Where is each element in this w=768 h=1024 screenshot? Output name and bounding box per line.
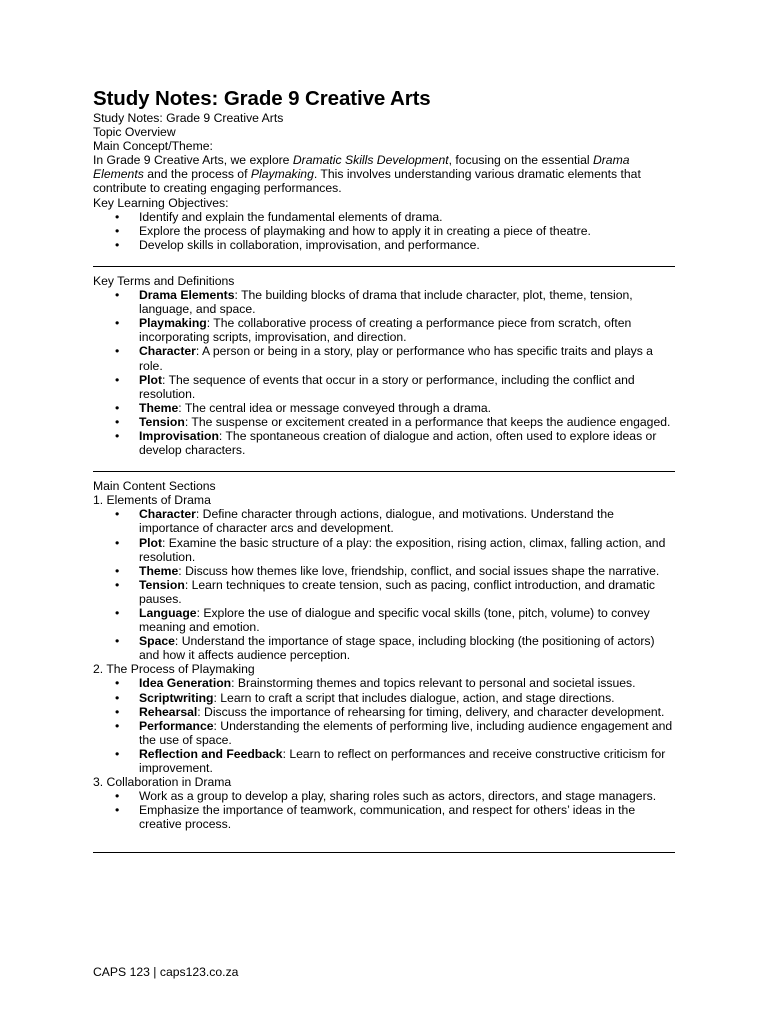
- bullet-icon: •: [115, 606, 120, 620]
- bullet-icon: •: [115, 746, 120, 761]
- bullet-icon: •: [115, 288, 120, 303]
- topic-overview-heading: Topic Overview: [93, 125, 176, 140]
- list-item: • Explore the process of playmaking and how to apply it in creating a piece of theatre.: [115, 223, 591, 238]
- list-item: • Identify and explain the fundamental elements of drama.: [115, 209, 443, 224]
- list-item: • Character: A person or being in a story, play or performance who has specific traits and plays a role.: [115, 344, 653, 373]
- bullet-icon: •: [115, 803, 120, 818]
- key-terms-heading: Key Terms and Definitions: [93, 273, 235, 288]
- list-item: • Idea Generation: Brainstorming themes and topics relevant to personal and societal issues.: [115, 676, 636, 691]
- bullet-icon: •: [115, 690, 120, 705]
- list-item: • Playmaking: The collaborative process of creating a performance piece from scratch, often incorporating scripts, improvisation, and direction.: [115, 316, 632, 345]
- bullet-icon: •: [115, 676, 120, 691]
- bullet-icon: •: [115, 507, 120, 522]
- bullet-icon: •: [115, 414, 120, 429]
- subtitle: Study Notes: Grade 9 Creative Arts: [93, 111, 284, 125]
- playmaking-process-list: [93, 676, 675, 775]
- bullet-icon: •: [115, 577, 120, 592]
- list-item: • Develop skills in collaboration, improvisation, and performance.: [115, 237, 480, 252]
- intro-paragraph: [93, 153, 675, 195]
- bullet-icon: •: [115, 704, 120, 719]
- list-item: • Performance: Understanding the elements of performing live, including audience engagement and the use of space.: [115, 718, 673, 747]
- intro-italic-2: Drama Elements: [93, 153, 630, 182]
- intro-italic-3: Playmaking: [250, 167, 314, 182]
- intro-text-1: In Grade 9 Creative Arts, we explore: [93, 153, 293, 168]
- key-terms-list: [93, 288, 675, 457]
- list-item: • Plot: Examine the basic structure of a play: the exposition, rising action, climax, falling action, and resolution.: [115, 535, 666, 564]
- list-item: • Scriptwriting: Learn to craft a script that includes dialogue, action, and stage directions.: [115, 690, 615, 705]
- list-item: • Character: Define character through actions, dialogue, and motivations. Understand the importance of character arcs and development.: [115, 507, 614, 536]
- list-item: • Language: Explore the use of dialogue and specific vocal skills (tone, pitch, volume) to convey meaning and emotion.: [115, 606, 650, 635]
- page-title: Study Notes: Grade 9 Creative Arts: [93, 87, 431, 110]
- list-item: • Tension: Learn techniques to create tension, such as pacing, conflict introduction, and dramatic pauses.: [115, 577, 655, 606]
- list-item: • Theme: Discuss how themes like love, friendship, conflict, and social issues shape the narrative.: [115, 563, 660, 578]
- list-item: • Space: Understand the importance of stage space, including blocking (the positioning of actors) and how it affects audience perception.: [115, 634, 655, 663]
- bullet-icon: •: [115, 209, 120, 224]
- list-item: • Improvisation: The spontaneous creation of dialogue and action, often used to explore ideas or develop characters.: [115, 428, 657, 458]
- list-item: • Emphasize the importance of teamwork, communication, and respect for others’ ideas in the creative process.: [115, 803, 636, 832]
- list-item: • Reflection and Feedback: Learn to reflect on performances and receive constructive criticism for improvement.: [115, 746, 666, 776]
- document-page: [93, 86, 675, 853]
- bullet-icon: •: [115, 316, 120, 331]
- intro-text-4: . This involves understanding various dramatic elements that contribute to creating engaging performances.: [93, 167, 641, 196]
- list-item: • Theme: The central idea or message conveyed through a drama.: [115, 400, 492, 415]
- objectives-heading: Key Learning Objectives:: [93, 195, 229, 210]
- intro-italic-1: Dramatic Skills Development: [292, 153, 449, 168]
- section-2-heading: 2. The Process of Playmaking: [93, 662, 255, 677]
- bullet-icon: •: [115, 400, 120, 415]
- collaboration-list: [93, 789, 675, 831]
- objectives-list: [93, 210, 675, 252]
- bullet-icon: •: [115, 223, 120, 238]
- bullet-icon: •: [115, 535, 120, 550]
- section-1-heading: 1. Elements of Drama: [93, 493, 211, 508]
- bullet-icon: •: [115, 237, 120, 252]
- list-item: • Work as a group to develop a play, sharing roles such as actors, directors, and stage managers.: [115, 789, 657, 804]
- bullet-icon: •: [115, 344, 120, 359]
- section-divider: [93, 852, 675, 853]
- list-item: • Drama Elements: The building blocks of drama that include character, plot, theme, tension, language, and space.: [115, 288, 633, 317]
- page-footer: CAPS 123 | caps123.co.za: [93, 965, 239, 979]
- bullet-icon: •: [115, 372, 120, 387]
- bullet-icon: •: [115, 718, 120, 733]
- list-item: • Plot: The sequence of events that occur in a story or performance, including the conflict and resolution.: [115, 372, 635, 401]
- main-content-heading: Main Content Sections: [93, 479, 216, 494]
- intro-text-3: and the process of: [143, 167, 251, 182]
- elements-of-drama-list: [93, 507, 675, 662]
- bullet-icon: •: [115, 634, 120, 649]
- bullet-icon: •: [115, 789, 120, 804]
- main-concept-heading: Main Concept/Theme:: [93, 139, 213, 154]
- list-item: • Tension: The suspense or excitement created in a performance that keeps the audience engaged.: [115, 414, 671, 429]
- intro-text-2: , focusing on the essential: [448, 153, 593, 168]
- bullet-icon: •: [115, 428, 120, 443]
- list-item: • Rehearsal: Discuss the importance of rehearsing for timing, delivery, and character development.: [115, 704, 665, 719]
- section-3-heading: 3. Collaboration in Drama: [93, 775, 232, 790]
- bullet-icon: •: [115, 563, 120, 578]
